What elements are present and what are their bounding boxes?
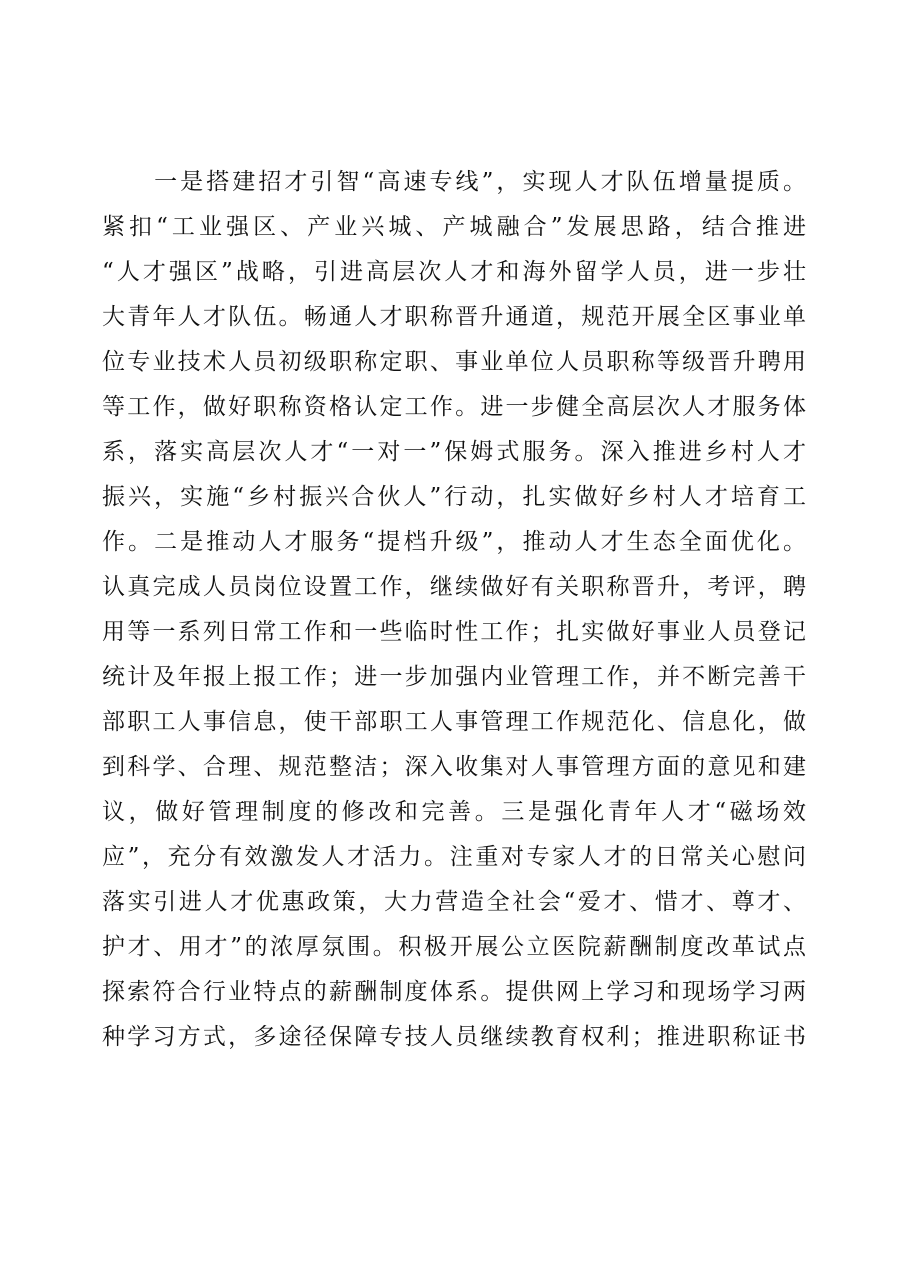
text-line: 等工作，做好职称资格认定工作。进一步健全高层次人才服务体 xyxy=(102,394,806,420)
text-line: 认真完成人员岗位设置工作，继续做好有关职称晋升，考评，聘 xyxy=(102,574,806,600)
text-line: 议，做好管理制度的修改和完善。三是强化青年人才“磁场效 xyxy=(102,799,806,825)
text-line: 振兴，实施“乡村振兴合伙人”行动，扎实做好乡村人才培育工 xyxy=(102,484,806,510)
text-line: 统计及年报上报工作；进一步加强内业管理工作，并不断完善干 xyxy=(102,664,806,690)
text-line: 种学习方式，多途径保障专技人员继续教育权利；推进职称证书 xyxy=(102,1024,806,1050)
text-line: 位专业技术人员初级职称定职、事业单位人员职称等级晋升聘用 xyxy=(102,349,806,375)
text-line: 到科学、合理、规范整洁；深入收集对人事管理方面的意见和建 xyxy=(102,754,806,780)
text-line: “人才强区”战略，引进高层次人才和海外留学人员，进一步壮 xyxy=(102,259,806,285)
text-line: 部职工人事信息，使干部职工人事管理工作规范化、信息化，做 xyxy=(102,709,806,735)
text-line: 探索符合行业特点的薪酬制度体系。提供网上学习和现场学习两 xyxy=(102,979,806,1005)
text-line: 护才、用才”的浓厚氛围。积极开展公立医院薪酬制度改革试点 xyxy=(102,934,806,960)
text-line: 应”，充分有效激发人才活力。注重对专家人才的日常关心慰问 xyxy=(102,844,806,870)
text-line: 紧扣“工业强区、产业兴城、产城融合”发展思路，结合推进 xyxy=(102,214,806,240)
text-line: 系，落实高层次人才“一对一”保姆式服务。深入推进乡村人才 xyxy=(102,439,806,465)
text-line: 一是搭建招才引智“高速专线”，实现人才队伍增量提质。 xyxy=(102,169,806,195)
text-line: 落实引进人才优惠政策，大力营造全社会“爱才、惜才、尊才、 xyxy=(102,889,806,915)
text-line: 作。二是推动人才服务“提档升级”，推动人才生态全面优化。 xyxy=(102,529,806,555)
text-line: 用等一系列日常工作和一些临时性工作；扎实做好事业人员登记 xyxy=(102,619,806,645)
text-line: 大青年人才队伍。畅通人才职称晋升通道，规范开展全区事业单 xyxy=(102,304,806,330)
